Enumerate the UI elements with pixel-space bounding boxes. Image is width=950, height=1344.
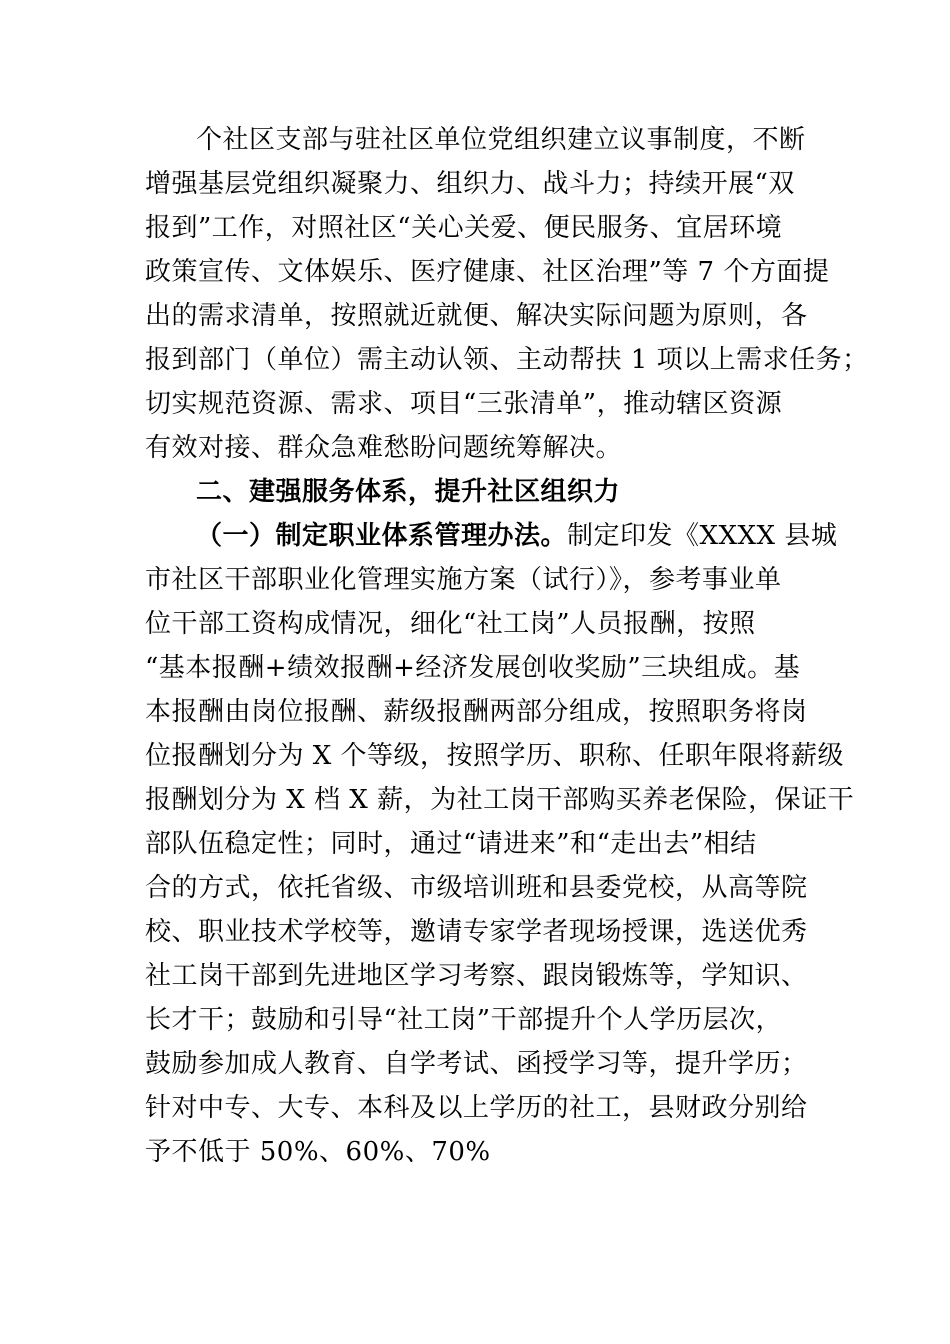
subsection-title: （一）制定职业体系管理办法。 xyxy=(196,521,568,551)
paragraph-line: 部队伍稳定性；同时，通过“请进来”和“走出去”相结 xyxy=(145,829,757,859)
paragraph-line: 位报酬划分为 X 个等级，按照学历、职称、任职年限将薪级 xyxy=(145,741,845,771)
paragraph-line: 位干部工资构成情况，细化“社工岗”人员报酬，按照 xyxy=(145,609,756,639)
paragraph-line: 报酬划分为 X 档 X 薪，为社工岗干部购买养老保险，保证干 xyxy=(145,785,855,815)
paragraph-line: 出的需求清单，按照就近就便、解决实际问题为原则，各 xyxy=(145,301,808,331)
paragraph-line: 报到”工作，对照社区“关心关爱、便民服务、宜居环境 xyxy=(145,213,783,243)
paragraph-line: 长才干；鼓励和引导“社工岗”干部提升个人学历层次， xyxy=(145,1005,783,1035)
paragraph-line: 合的方式，依托省级、市级培训班和县委党校，从高等院 xyxy=(145,873,808,903)
paragraph-line: 有效对接、群众急难愁盼问题统筹解决。 xyxy=(145,433,623,463)
paragraph-line: 市社区干部职业化管理实施方案（试行）》，参考事业单 xyxy=(145,565,782,595)
paragraph-line: 报到部门（单位）需主动认领、主动帮扶 1 项以上需求任务； xyxy=(145,345,869,375)
paragraph-line: 增强基层党组织凝聚力、组织力、战斗力；持续开展“双 xyxy=(145,169,795,199)
paragraph-line: 社工岗干部到先进地区学习考察、跟岗锻炼等，学知识、 xyxy=(145,961,808,991)
paragraph-line: 校、职业技术学校等，邀请专家学者现场授课，选送优秀 xyxy=(145,917,808,947)
subsection-first-line-text: 制定印发《XXXX 县城 xyxy=(567,521,838,551)
paragraph-line: 予不低于 50%、60%、70% xyxy=(145,1137,491,1167)
paragraph-line: 个社区支部与驻社区单位党组织建立议事制度，不断 xyxy=(196,125,806,155)
paragraph-line: 鼓励参加成人教育、自学考试、函授学习等，提升学历； xyxy=(145,1049,808,1079)
paragraph-line: 切实规范资源、需求、项目“三张清单”，推动辖区资源 xyxy=(145,389,783,419)
paragraph-line: 针对中专、大专、本科及以上学历的社工，县财政分别给 xyxy=(145,1093,808,1123)
paragraph-line: “基本报酬+绩效报酬+经济发展创收奖励”三块组成。基 xyxy=(145,653,801,683)
paragraph-line: 政策宣传、文体娱乐、医疗健康、社区治理”等 7 个方面提 xyxy=(145,257,830,287)
subsection-first-line xyxy=(196,514,838,558)
section-heading: 二、建强服务体系，提升社区组织力 xyxy=(196,477,621,507)
paragraph-line: 本报酬由岗位报酬、薪级报酬两部分组成，按照职务将岗 xyxy=(145,697,808,727)
